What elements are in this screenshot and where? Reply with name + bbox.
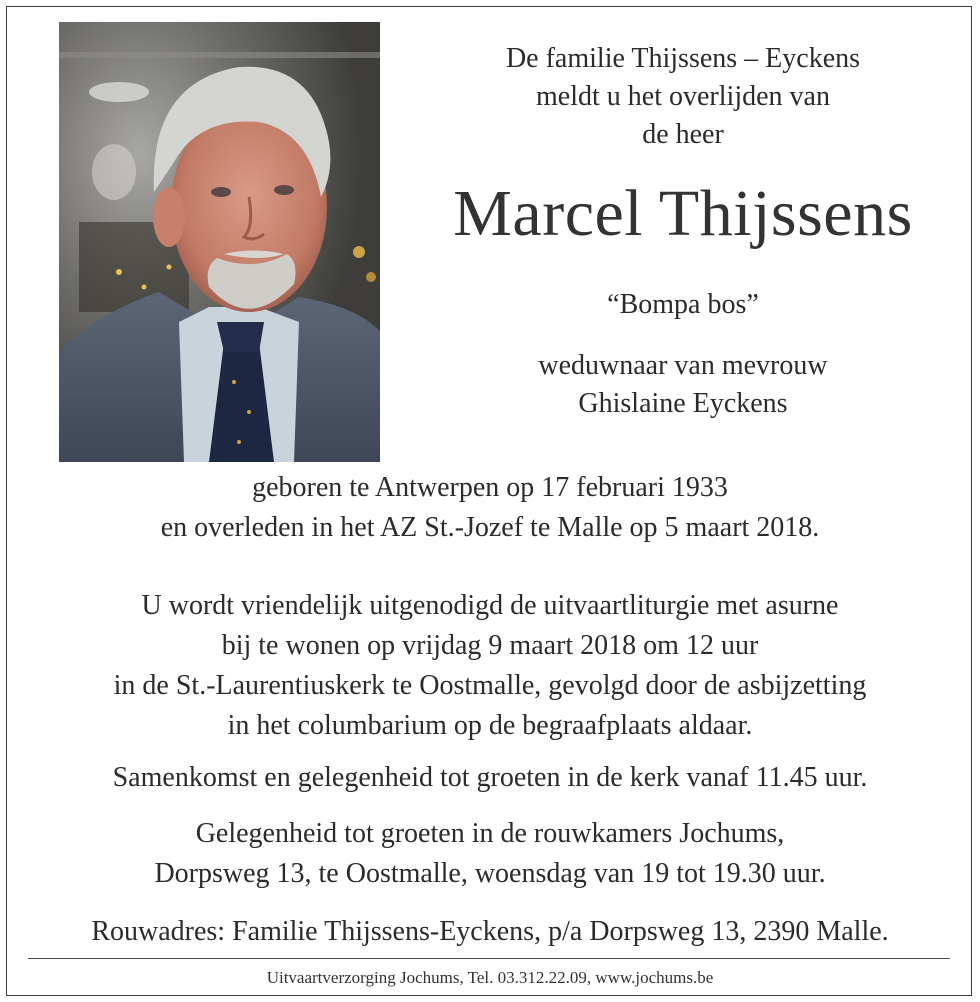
visitation-info [20, 814, 960, 894]
invitation-line: in het columbarium op de begraafplaats aldaar. [227, 710, 753, 741]
footer-divider [28, 958, 950, 959]
portrait-photo [59, 22, 380, 462]
deceased-name: Marcel Thijssens [453, 177, 913, 250]
intro-text [440, 40, 926, 154]
widower-line: Ghislaine Eyckens [578, 388, 788, 419]
invitation-line: bij te wonen op vrijdag 9 maart 2018 om 12 uur [221, 630, 759, 661]
invitation-line: U wordt vriendelijk uitgenodigd de uitvaartliturgie met asurne [141, 590, 839, 621]
nickname: “Bompa bos” [607, 289, 759, 320]
widower-line: weduwnaar van mevrouw [538, 350, 828, 381]
birth-line: geboren te Antwerpen op 17 februari 1933 [252, 472, 728, 503]
gathering-info [20, 758, 960, 798]
gathering-line: Samenkomst en gelegenheid tot groeten in de kerk vanaf 11.45 uur. [112, 762, 868, 793]
widower-text [440, 347, 926, 423]
death-line: en overleden in het AZ St.-Jozef te Malle op 5 maart 2018. [160, 512, 820, 543]
funeral-invitation [20, 586, 960, 746]
visitation-line: Dorpsweg 13, te Oostmalle, woensdag van 19 tot 19.30 uur. [154, 858, 826, 889]
address-line: Rouwadres: Familie Thijssens-Eyckens, p/a Dorpsweg 13, 2390 Malle. [91, 916, 889, 947]
birth-death-details [20, 468, 960, 548]
visitation-line: Gelegenheid tot groeten in de rouwkamers Jochums, [195, 818, 785, 849]
funeral-home-footer: Uitvaartverzorging Jochums, Tel. 03.312.22.09, www.jochums.be [266, 968, 714, 987]
mourning-address [20, 912, 960, 952]
intro-line: de heer [642, 119, 724, 150]
intro-line: meldt u het overlijden van [536, 81, 830, 112]
invitation-line: in de St.-Laurentiuskerk te Oostmalle, gevolgd door de asbijzetting [113, 670, 867, 701]
intro-line: De familie Thijssens – Eyckens [505, 43, 861, 74]
